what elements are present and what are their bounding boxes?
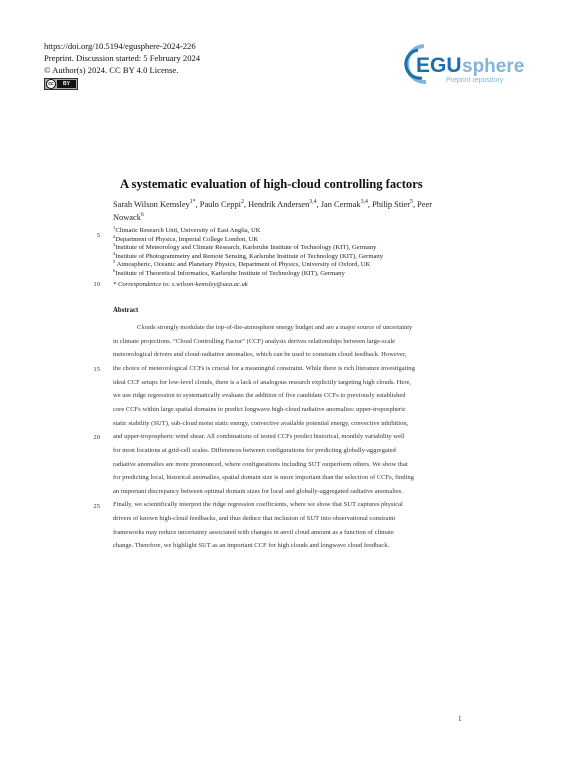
abstract-line: ideal CCF setups for low-level clouds, there is a lack of analogous research explicitly targeting high clouds. Here, xyxy=(113,378,412,386)
abstract-heading: Abstract xyxy=(113,307,139,314)
author-line-2: Nowack$^6$ xyxy=(113,212,144,223)
abstract-line: radiative anomalies are more pronounced, where configurations including SUT outperform others. We show that xyxy=(113,460,408,468)
affiliation-1: $^1$Climatic Research Unit, University of East Anglia, UK xyxy=(113,225,261,235)
cc-icon: cc xyxy=(46,79,56,89)
logo-subtitle: Preprint repository xyxy=(446,77,504,84)
abstract-line: the choice of meteorological CCFs is crucial for a meaningful constraint. While there is rich literature investigating xyxy=(113,364,415,372)
abstract-line: an important discrepancy between optimal domain sizes for local and globally-aggregated radiative anomalies. xyxy=(113,487,403,495)
egusphere-logo xyxy=(404,42,532,86)
cc-by-license-badge[interactable] xyxy=(44,78,78,90)
abstract-line: change. Therefore, we highlight SUT as an important CCF for high clouds and longwave cloud feedback. xyxy=(113,542,390,550)
logo-text-sphere: sphere xyxy=(462,56,525,77)
abstract-line: and upper-tropospheric wind shear. All combinations of tested CCFs predict historical, monthly variability well xyxy=(113,433,405,441)
abstract-line: core CCFs within large spatial domains to predict longwave high-cloud radiative anomalies: upper-tropospheric xyxy=(113,405,406,413)
author-list xyxy=(113,197,468,224)
doi-link[interactable]: https://doi.org/10.5194/egusphere-2024-226 xyxy=(44,41,196,51)
affiliation-2: $^2$Department of Physics, Imperial College London, UK xyxy=(113,233,259,243)
abstract-line: frameworks may reduce uncertainty associated with changes in anvil cloud amount as a function of climate xyxy=(113,528,394,536)
logo-text-egu: EGU xyxy=(416,54,462,77)
egusphere-logo-mark xyxy=(404,42,532,86)
affiliation-4: $^4$Institute of Photogrammetry and Remote Sensing, Karlsruhe Institute of Technology (KIT), Germany xyxy=(113,250,383,260)
abstract-line: static stability (SUT), sub-cloud moist static energy, convective available potential energy, convective inhibition, xyxy=(113,419,409,427)
abstract-body xyxy=(113,324,466,554)
preprint-date: Preprint. Discussion started: 5 February 2024 xyxy=(44,53,201,63)
line-number: 5 xyxy=(96,232,100,239)
abstract-line: we use ridge regression to systematically evaluate the addition of five candidate CCFs to previously established xyxy=(113,392,406,400)
line-number: 25 xyxy=(93,503,100,510)
by-icon: BY xyxy=(57,80,76,88)
affiliation-5: $^5$ Atmospheric, Oceanic and Planetary Physics, Department of Physics, University of Oxford, UK xyxy=(113,259,371,269)
copyright-line: © Author(s) 2024. CC BY 4.0 License. xyxy=(44,65,179,75)
paper-title: A systematic evaluation of high-cloud controlling factors xyxy=(120,177,423,191)
abstract-line: Finally, we scientifically interpret the ridge regression coefficients, where we show that SUT captures physical xyxy=(113,501,403,509)
abstract-line: meteorological drivers and cloud-radiative anomalies, which can be used to constrain cloud feedback. However, xyxy=(113,351,407,359)
abstract-line: drivers of known high-cloud feedbacks, and thus deduce that inclusion of SUT into observational constraint xyxy=(113,515,396,523)
preprint-header xyxy=(44,40,200,76)
affiliation-6: $^6$Institute of Theoretical Informatics, Karlsruhe Institute of Technology (KIT), Germany xyxy=(113,268,345,278)
line-number: 10 xyxy=(93,281,100,288)
page-number: 1 xyxy=(458,715,462,723)
author-line-1: Sarah Wilson Kemsley$^{1*}$, Paulo Ceppi$^2$, Hendrik Andersen$^{3,4}$, Jan Cermak$^{3,4}$, Philip Stier$^5$, Peer xyxy=(113,199,433,209)
abstract-line: for predicting local, historical anomalies, spatial domain size is more important than the selection of CCFs, finding xyxy=(113,474,414,482)
line-number: 15 xyxy=(93,366,100,373)
abstract-line: in climate projections. “Cloud Controlling Factor” (CCF) analysis derives relationships between large-scale xyxy=(113,337,396,345)
affiliation-3: $^3$Institute of Meteorology and Climate Research, Karlsruhe Institute of Technology (KIT), Germany xyxy=(113,242,377,252)
correspondence-line: * Correspondence to: s.wilson-kemsley@uea.ac.uk xyxy=(113,281,248,288)
abstract-line: for most locations at grid-cell scales. Differences between configurations for predicting globally-aggregated xyxy=(113,446,396,454)
line-number: 20 xyxy=(93,434,100,441)
abstract-line: Clouds strongly modulate the top-of-the-atmosphere energy budget and are a major source of uncertainty xyxy=(137,324,413,331)
